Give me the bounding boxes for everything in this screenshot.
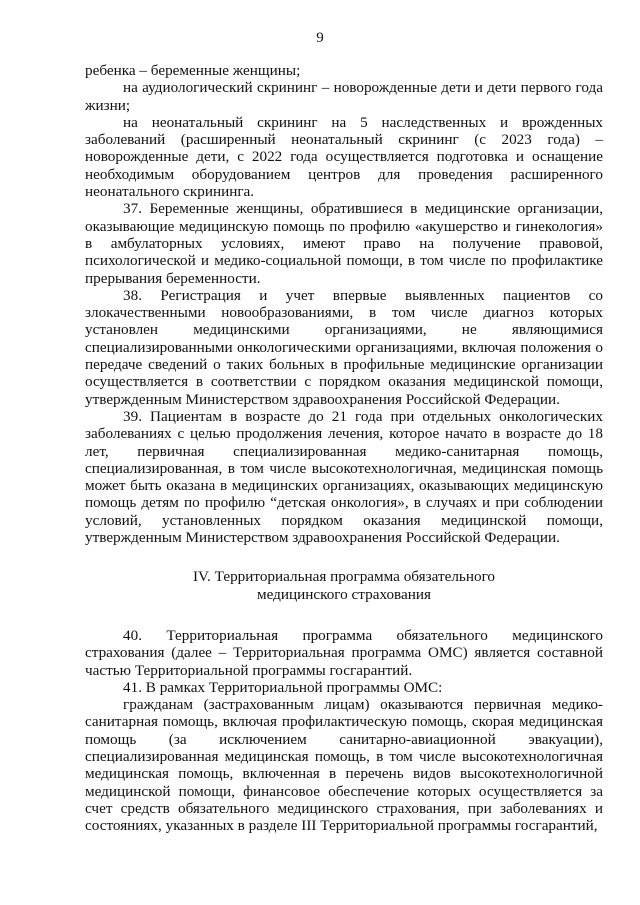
paragraph: 38. Регистрация и учет впервые выявленных пациентов со злокачественными новообразованиями, в том числе диагноз которых установлен медицинскими организациями, не являющимися специализированными онкологическими организациями, включая положения о передаче сведений о таких больных в профильные медицинские организации осуществляется в соответствии с порядком оказания медицинской помощи, утвержденным Министерством здравоохранения Российской Федерации. <box>85 286 603 408</box>
paragraph: 39. Пациентам в возрасте до 21 года при отдельных онкологических заболеваниях с целью продолжения лечения, которое начато в возрасте до 18 лет, первичная специализированная медико-санитарная помощь, специализированная, в том числе высокотехнологичная, медицинская помощь может быть оказана в медицинских организациях, оказывающих медицинскую помощь детям по профилю “детская онкология», в случаях и при соблюдении условий, установленных порядком оказания медицинской помощи, утвержденным Министерством здравоохранения Российской Федерации. <box>85 407 603 547</box>
top-paragraphs <box>85 62 603 546</box>
page-number: 9 <box>316 30 324 46</box>
document-body <box>85 62 603 834</box>
paragraph: 40. Территориальная программа обязательного медицинского страхования (далее – Территориальная программа ОМС) является составной частью Территориальной программы госгарантий. <box>85 626 603 679</box>
paragraph: 41. В рамках Территориальной программы ОМС: <box>123 678 443 696</box>
paragraph: 37. Беременные женщины, обратившиеся в медицинские организации, оказывающие медицинскую помощь по профилю «акушерство и гинекология» в амбулаторных условиях, имеют право на получение правовой, психологической и медико-социальной помощи, в том числе по профилактике прерывания беременности. <box>85 200 603 287</box>
section-heading-line-1: IV. Территориальная программа обязательного <box>192 568 496 586</box>
section-heading <box>85 568 603 603</box>
paragraph: на аудиологический скрининг – новорожденные дети и дети первого года жизни; <box>85 79 603 114</box>
paragraph: на неонатальный скрининг на 5 наследственных и врожденных заболеваний (расширенный неонатальный скрининг (с 2023 года) – новорожденные дети, с 2022 года осуществляется подготовка и оснащение необходимым оборудованием центров для проведения расширенного неонатального скрининга. <box>85 113 603 201</box>
bottom-paragraphs <box>85 627 603 835</box>
section-heading-line-2: медицинского страхования <box>256 585 432 603</box>
paragraph: гражданам (застрахованным лицам) оказываются первичная медико-санитарная помощь, включая профилактическую помощь, скорая медицинская помощь (за исключением санитарно-авиационной эвакуации), специализированная медицинская помощь, в том числе высокотехнологичная медицинская помощь, включенная в перечень видов высокотехнологичной медицинской помощи, финансовое обеспечение которых осуществляется за счет средств обязательного медицинского страхования, при заболеваниях и состояниях, указанных в разделе III Территориальной программы госгарантий, <box>85 696 603 835</box>
paragraph: ребенка – беременные женщины; <box>85 62 301 79</box>
